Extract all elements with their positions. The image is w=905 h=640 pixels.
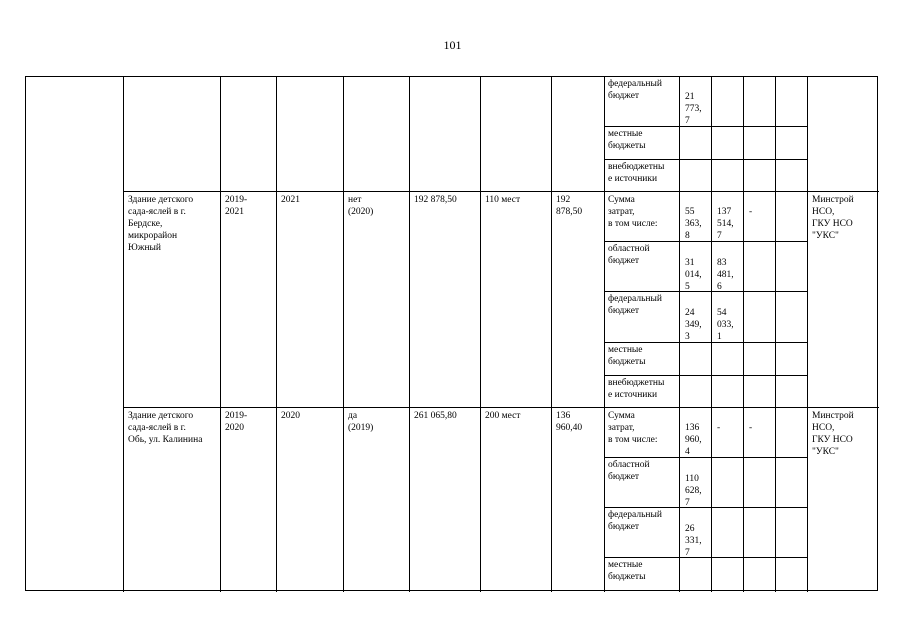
row-line	[604, 126, 807, 127]
object-name: Здание детского сада-яслей в г. Бердске, микрорайон Южный	[128, 195, 194, 253]
row-line	[604, 375, 807, 376]
object-completion: 2020	[281, 411, 300, 421]
object-capacity: 200 мест	[485, 411, 521, 421]
page-number: 101	[443, 38, 462, 52]
source-value: 21 773, 7	[685, 92, 702, 126]
source-label: местные бюджеты	[608, 345, 646, 367]
row-line	[604, 557, 807, 558]
col-line	[679, 77, 680, 592]
col-line	[711, 77, 712, 592]
object-remaining: 192 878,50	[556, 195, 583, 217]
row-line	[604, 342, 807, 343]
object-capacity: 110 мест	[485, 195, 521, 205]
budget-table	[25, 76, 878, 591]
source-label: областной бюджет	[608, 460, 650, 482]
col-line	[123, 77, 124, 592]
col-line	[551, 77, 552, 592]
source-label: Сумма затрат, в том числе:	[608, 411, 658, 445]
row-separator	[123, 407, 879, 408]
source-label: внебюджетны е источники	[608, 378, 665, 400]
object-period: 2019- 2020	[225, 411, 248, 433]
row-separator	[123, 191, 879, 192]
source-value: 55 363, 8	[685, 207, 702, 241]
source-value: -	[749, 207, 753, 217]
col-line	[807, 77, 808, 592]
source-label: федеральный бюджет	[608, 79, 662, 101]
source-value: -	[749, 423, 753, 433]
object-total-cost: 261 065,80	[414, 411, 457, 421]
col-line	[604, 77, 605, 592]
col-line	[743, 77, 744, 592]
object-executor: Минстрой НСО, ГКУ НСО "УКС"	[812, 411, 854, 457]
source-label: Сумма затрат, в том числе:	[608, 195, 658, 229]
source-label: областной бюджет	[608, 244, 650, 266]
object-name: Здание детского сада-яслей в г. Обь, ул. Калинина	[128, 411, 203, 445]
object-period: 2019- 2021	[225, 195, 248, 217]
source-value: 54 033, 1	[717, 308, 734, 342]
source-value: 137 514, 7	[717, 207, 734, 241]
object-design-doc: нет (2020)	[348, 195, 374, 217]
object-design-doc: да (2019)	[348, 411, 374, 433]
row-line	[604, 241, 807, 242]
source-value: -	[717, 423, 721, 433]
source-label: федеральный бюджет	[608, 510, 662, 532]
source-value: 110 628, 7	[685, 474, 702, 508]
row-line	[604, 507, 807, 508]
source-label: внебюджетны е источники	[608, 162, 665, 184]
source-value: 31 014, 5	[685, 258, 702, 292]
source-value: 136 960, 4	[685, 423, 702, 457]
col-line	[220, 77, 221, 592]
object-executor: Минстрой НСО, ГКУ НСО "УКС"	[812, 195, 854, 241]
object-completion: 2021	[281, 195, 300, 205]
object-total-cost: 192 878,50	[414, 195, 457, 205]
row-line	[604, 457, 807, 458]
source-value: 24 349, 3	[685, 308, 702, 342]
source-value: 26 331, 7	[685, 524, 702, 558]
row-line	[604, 159, 807, 160]
row-line	[604, 291, 807, 292]
col-line	[409, 77, 410, 592]
object-remaining: 136 960,40	[556, 411, 583, 433]
col-line	[276, 77, 277, 592]
col-line	[343, 77, 344, 592]
source-label: местные бюджеты	[608, 129, 646, 151]
col-line	[775, 77, 776, 592]
source-label: местные бюджеты	[608, 560, 646, 582]
col-line	[480, 77, 481, 592]
source-label: федеральный бюджет	[608, 294, 662, 316]
source-value: 83 481, 6	[717, 258, 734, 292]
